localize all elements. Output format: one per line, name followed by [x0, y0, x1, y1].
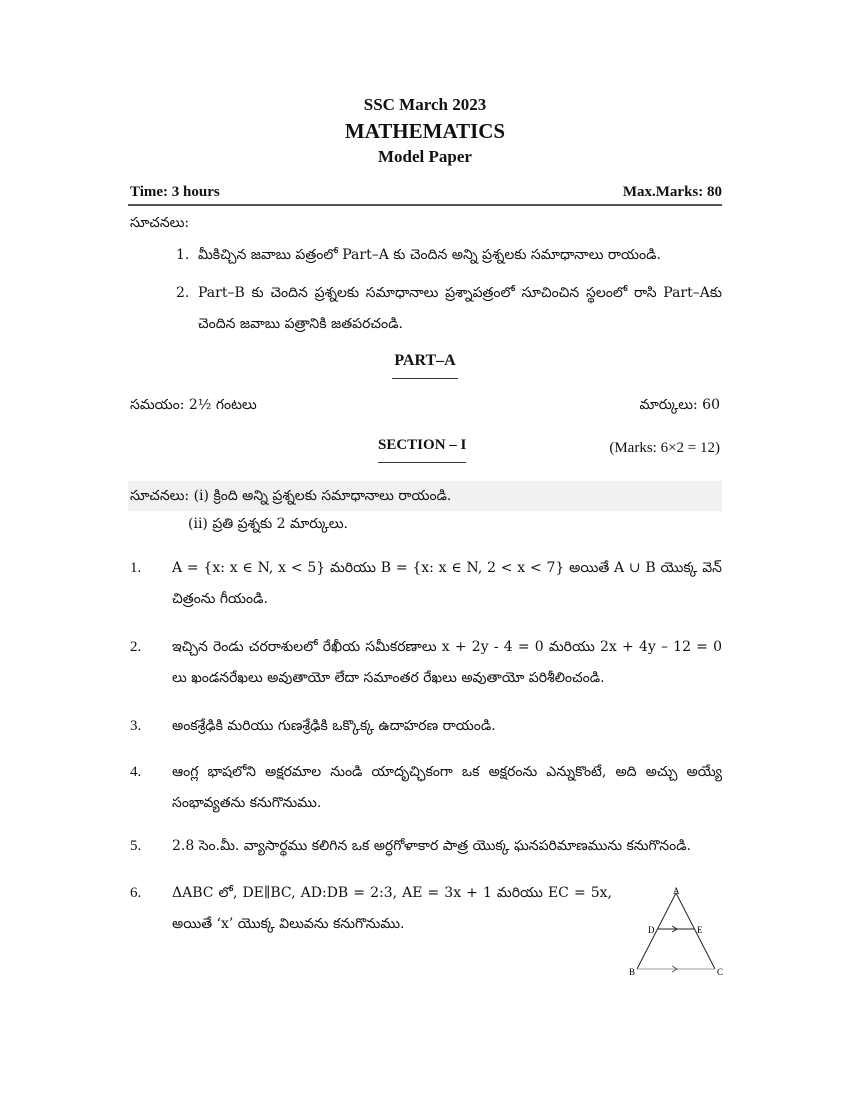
label-c: C — [717, 967, 724, 977]
exam-meta — [130, 184, 722, 201]
section-heading: SECTION – I — [378, 437, 466, 463]
instruction-item: 2. Part–B కు చెందిన ప్రశ్నలకు సమాధానాలు ప్రశ్నాపత్రంలో సూచించిన స్థలంలో రాసి Part–Aకు చెందిన జవాబు పత్రానికి జతపరచండి. — [176, 285, 722, 332]
question-1: 1. A = {x: x ∈ N, x < 5} మరియు B = {x: x ∈ N, 2 < x < 7} అయితే A ∪ B యొక్క వెన్ చిత్రంను గీయండి. — [130, 560, 722, 607]
max-marks-label: Max.Marks: 80 — [622, 184, 722, 200]
header-rule — [128, 204, 722, 206]
question-3: 3. అంకశ్రేఢికి మరియు గుణశ్రేఢికి ఒక్కొక్క ఉదాహరణ రాయండి. — [130, 718, 496, 734]
subject-title: MATHEMATICS — [344, 119, 506, 143]
part-time: సమయం: 2½ గంటలు — [130, 397, 257, 413]
time-label: Time: 3 hours — [130, 184, 220, 200]
side-ab — [637, 893, 676, 969]
triangle-figure — [620, 885, 730, 980]
question-6: 6. ΔABC లో, DE∥BC, AD:DB = 2:3, AE = 3x + 1 మరియు EC = 5x, అయితే ‘x’ యొక్క విలువను కనుగొనుము. — [130, 885, 612, 932]
section-instructions: సూచనలు: (i) క్రింది అన్ని ప్రశ్నలకు సమాధానాలు రాయండి. — [130, 488, 452, 504]
part-marks: మార్కులు: 60 — [639, 397, 720, 413]
side-ac — [676, 893, 715, 969]
part-a-heading: PART–A — [0, 350, 850, 379]
label-b: B — [629, 967, 636, 977]
instructions-label: సూచనలు: — [130, 215, 190, 231]
section-marks: (Marks: 6×2 = 12) — [609, 440, 720, 456]
instruction-item: 1. మీకిచ్చిన జవాబు పత్రంలో Part–A కు చెందిన అన్ని ప్రశ్నలకు సమాధానాలు రాయండి. — [176, 247, 661, 263]
exam-title: SSC March 2023 — [363, 95, 487, 114]
question-5: 5. 2.8 సెం.మీ. వ్యాసార్థము కలిగిన ఒక అర్ధగోళాకార పాత్ర యొక్క ఘనపరిమాణమును కనుగొనండి. — [130, 838, 692, 854]
label-d: D — [648, 925, 655, 935]
label-e: E — [697, 925, 703, 935]
paper-type: Model Paper — [378, 147, 472, 166]
label-a: A — [673, 886, 680, 896]
section-instruction-2: (ii) ప్రతి ప్రశ్నకు 2 మార్కులు. — [188, 516, 349, 532]
question-4: 4. ఆంగ్ల భాషలోని అక్షరమాల నుండి యాదృచ్ఛికంగా ఒక అక్షరంను ఎన్నుకొంటే, అది అచ్చు అయ్యే సంభావ్యతను కనుగొనుము. — [130, 764, 722, 811]
question-2: 2. ఇచ్చిన రెండు చరరాశులలో రేఖీయ సమీకరణాలు x + 2y - 4 = 0 మరియు 2x + 4y – 12 = 0 లు ఖండనరేఖలు అవుతాయో లేదా సమాంతర రేఖలు అవుతాయో పరిశీలించండి. — [130, 639, 722, 686]
